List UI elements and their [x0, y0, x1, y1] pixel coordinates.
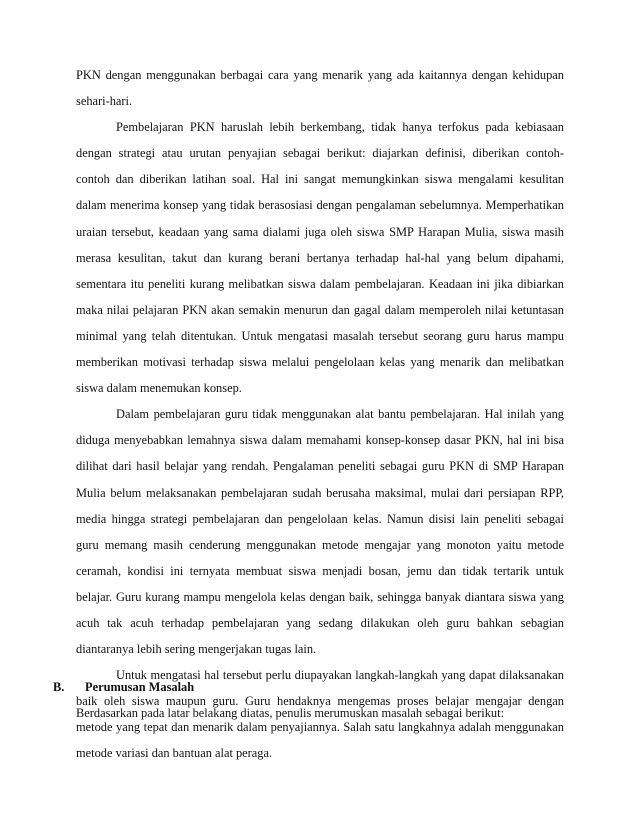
text-line: uraian tersebut, keadaan yang sama dialami juga oleh siswa SMP Harapan Mulia, siswa masih: [76, 224, 564, 239]
text-line: minimal yang telah ditentukan. Untuk mengatasi masalah tersebut seorang guru harus mampu: [76, 328, 564, 343]
text-line: Mulia belum melaksanakan pembelajaran sudah berusaha maksimal, mulai dari persiapan RPP,: [76, 485, 564, 500]
text-line: belajar. Guru kurang mampu mengelola kelas dengan baik, sehingga banyak diantara siswa yang: [76, 589, 564, 604]
text-line: diantaranya lebih sering mengerjakan tugas lain.: [76, 642, 317, 657]
text-line: metode variasi dan bantuan alat peraga.: [76, 746, 273, 761]
text-line: merasa kesulitan, takut dan kurang berani bertanya terhadap hal-hal yang belum dipahami,: [76, 250, 564, 265]
text-line: memberikan motivasi terhadap siswa melalui pengelolaan kelas yang menarik dan melibatkan: [76, 355, 564, 370]
text-line: media hingga strategi pembelajaran dan pengelolaan kelas. Namun disisi lain peneliti sebagai: [76, 511, 564, 526]
text-line: sementara itu peneliti kurang melibatkan siswa dalam pembelajaran. Keadaan ini jika dibiarkan: [76, 276, 564, 291]
text-line: maka nilai pelajaran PKN akan semakin menurun dan gagal dalam memperoleh nilai ketuntasan: [76, 302, 564, 317]
text-line: Dalam pembelajaran guru tidak menggunakan alat bantu pembelajaran. Hal inilah yang: [116, 407, 564, 422]
text-line: acuh tak acuh terhadap pembelajaran yang sedang dilakukan oleh guru bahkan sebagian: [76, 615, 564, 630]
text-line: dengan strategi atau urutan penyajian sebagai berikut: diajarkan definisi, diberikan contoh-: [76, 146, 564, 161]
text-line: siswa dalam menemukan konsep.: [76, 381, 242, 396]
text-line: ceramah, kondisi ini ternyata membuat siswa menjadi bosan, jemu dan tidak tertarik untuk: [76, 563, 564, 578]
text-line: Untuk mengatasi hal tersebut perlu diupayakan langkah-langkah yang dapat dilaksanakan: [116, 668, 564, 683]
text-line: guru memang masih cenderung menggunakan metode mengajar yang monoton yaitu metode: [76, 537, 564, 552]
text-line: PKN dengan menggunakan berbagai cara yang menarik yang ada kaitannya dengan kehidupan: [76, 68, 564, 82]
section-title: Perumusan Masalah: [85, 680, 195, 694]
section-number: B.: [53, 680, 65, 694]
text-line: diduga menyebabkan lemahnya siswa dalam memahami konsep-konsep dasar PKN, hal ini bisa: [76, 433, 564, 448]
text-line: baik oleh siswa maupun guru. Guru hendaknya mengemas proses belajar mengajar dengan: [76, 694, 564, 709]
section-heading: [53, 674, 194, 700]
text-line: dalam menerima konsep yang tidak berasosiasi dengan pengalaman sebelumnya. Memperhatikan: [76, 198, 564, 213]
body-text: [76, 62, 564, 767]
section-paragraph: Berdasarkan pada latar belakang diatas, penulis merumuskan masalah sebagai berikut:: [76, 706, 505, 720]
text-line: metode yang tepat dan menarik dalam penyajiannya. Salah satu langkahnya adalah menggunakan: [76, 720, 564, 735]
text-line: contoh dan diberikan latihan soal. Hal ini sangat memungkinkan siswa mengalami kesulitan: [76, 172, 564, 187]
text-line: dilihat dari hasil belajar yang rendah. Pengalaman peneliti sebagai guru PKN di SMP Harapan: [76, 459, 564, 474]
text-line: Pembelajaran PKN haruslah lebih berkembang, tidak hanya terfokus pada kebiasaan: [116, 120, 564, 135]
text-line: sehari-hari.: [76, 94, 133, 109]
